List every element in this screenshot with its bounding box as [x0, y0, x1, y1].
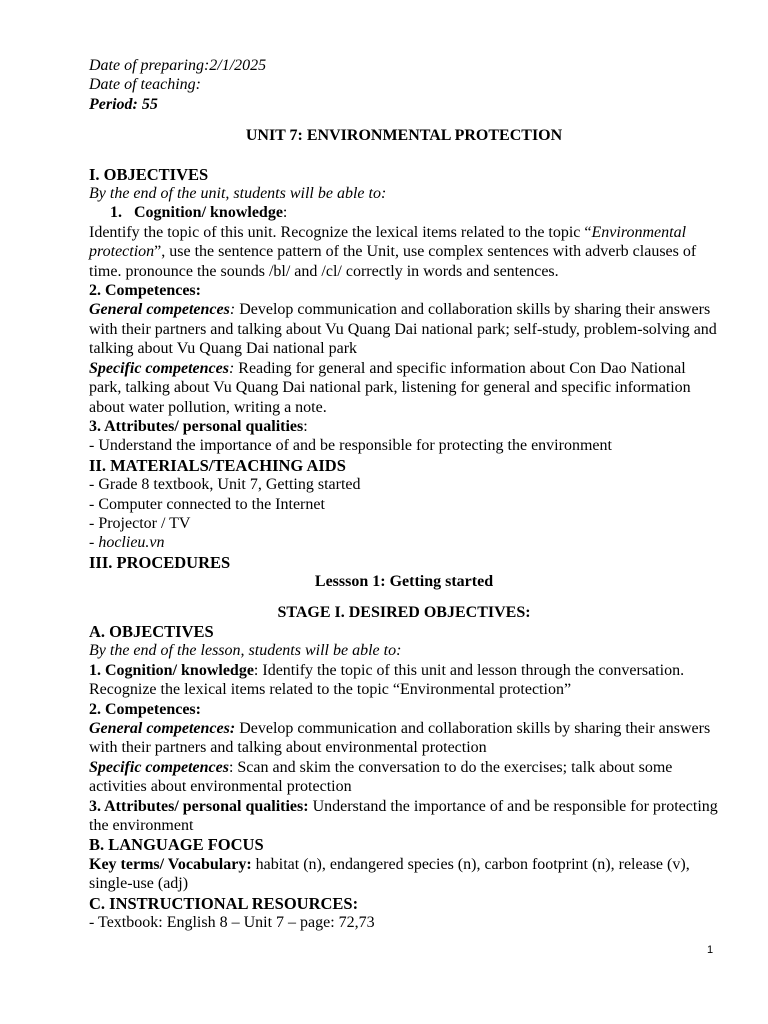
vocabulary — [89, 855, 719, 894]
textbook-resource: - Textbook: English 8 – Unit 7 – page: 72,73 — [89, 914, 375, 932]
materials-item: - Projector / TV — [89, 514, 191, 532]
materials-heading: II. MATERIALS/TEACHING AIDS — [89, 455, 346, 475]
objectives-intro: By the end of the unit, students will be able to: — [89, 185, 387, 203]
a-objectives-intro: By the end of the lesson, students will be able to: — [89, 642, 402, 660]
lesson-attributes-text: Understand the importance of and be responsible for protecting the environment — [89, 797, 718, 835]
general-competences — [89, 300, 719, 358]
lesson-general-competences — [89, 719, 719, 758]
specific-competences-label: Specific competences — [89, 359, 229, 377]
materials-item: - Computer connected to the Internet — [89, 495, 325, 513]
attributes-heading — [89, 417, 719, 436]
specific-competences — [89, 359, 719, 417]
language-focus-heading: B. LANGUAGE FOCUS — [89, 835, 264, 855]
date-of-preparing: Date of preparing:2/1/2025 — [89, 57, 267, 74]
competences-heading: 2. Competences: — [89, 282, 201, 300]
lesson-specific-label: Specific competences — [89, 758, 229, 776]
general-competences-colon: : — [229, 301, 236, 319]
vocabulary-text: habitat (n), endangered species (n), carbon footprint (n), release (v), single-use (adj) — [89, 855, 690, 893]
lesson-competences-heading: 2. Competences: — [89, 700, 201, 718]
website-name: hoclieu.vn — [98, 534, 165, 552]
period: Period: 55 — [89, 95, 158, 113]
lesson-attributes — [89, 797, 719, 836]
materials-item-prefix: - — [89, 534, 99, 552]
lesson-cognition-label: 1. Cognition/ knowledge — [89, 661, 254, 679]
cognition-text-italic: Environmental protection — [89, 223, 687, 261]
specific-competences-text: Reading for general and specific information about Con Dao National park, talking about Vu Quang Dai national park, listening for general and specific information about water pollution, writing a note. — [89, 359, 691, 416]
lesson-specific-text: : Scan and skim the conversation to do the exercises; talk about some activities about environmental protection — [89, 758, 673, 796]
date-of-teaching: Date of teaching: — [89, 76, 201, 94]
materials-item-website — [89, 533, 719, 552]
lesson-general-label: General competences: — [89, 720, 236, 737]
cognition-label: Cognition/ knowledge — [134, 204, 283, 222]
attributes-colon: : — [303, 417, 308, 435]
general-competences-label: General competences — [89, 301, 230, 319]
document-page — [89, 56, 719, 932]
lesson-attributes-label: 3. Attributes/ personal qualities: — [89, 797, 309, 815]
cognition-text-2: ”, use the sentence pattern of the Unit, use complex sentences with adverb clauses of time. pronounce the sounds /bl/ and /cl/ correctly in words and sentences. — [89, 243, 697, 280]
attributes-text: - Understand the importance of and be responsible for protecting the environment — [89, 437, 612, 455]
stage-title: STAGE I. DESIRED OBJECTIVES: — [277, 603, 531, 621]
attributes-label: 3. Attributes/ personal qualities — [89, 417, 304, 435]
general-competences-text: Develop communication and collaboration skills by sharing their answers with their partners and talking about Vu Quang Dai national park; self-study, problem-solving and talking about Vu Quang Dai national park — [89, 301, 717, 358]
procedures-heading: III. PROCEDURES — [89, 552, 231, 572]
lesson-cognition-text: : Identify the topic of this unit and lesson through the conversation. Recognize the lexical items related to the topic “Environmental protection” — [89, 661, 685, 699]
instructional-resources-heading: C. INSTRUCTIONAL RESOURCES: — [89, 893, 359, 913]
lesson-specific-competences — [89, 758, 719, 797]
lesson-general-text: Develop communication and collaboration skills by sharing their answers with their partners and talking about environmental protection — [89, 720, 711, 757]
cognition-colon: : — [282, 204, 288, 222]
lesson-title: Lessson 1: Getting started — [314, 573, 494, 591]
lesson-cognition — [89, 661, 719, 700]
vocabulary-label: Key terms/ Vocabulary: — [89, 855, 252, 873]
a-objectives-heading: A. OBJECTIVES — [89, 621, 214, 641]
cognition-text-1: Identify the topic of this unit. Recognize the lexical items related to the topic “ — [89, 223, 592, 241]
materials-item: - Grade 8 textbook, Unit 7, Getting started — [89, 476, 361, 494]
cognition-heading — [89, 203, 719, 222]
page-number: 1 — [707, 944, 714, 956]
objectives-heading: I. OBJECTIVES — [89, 164, 209, 184]
cognition-number: 1. — [110, 204, 122, 222]
cognition-text — [89, 223, 719, 281]
specific-competences-colon: : — [228, 359, 235, 377]
unit-title: UNIT 7: ENVIRONMENTAL PROTECTION — [245, 127, 563, 145]
